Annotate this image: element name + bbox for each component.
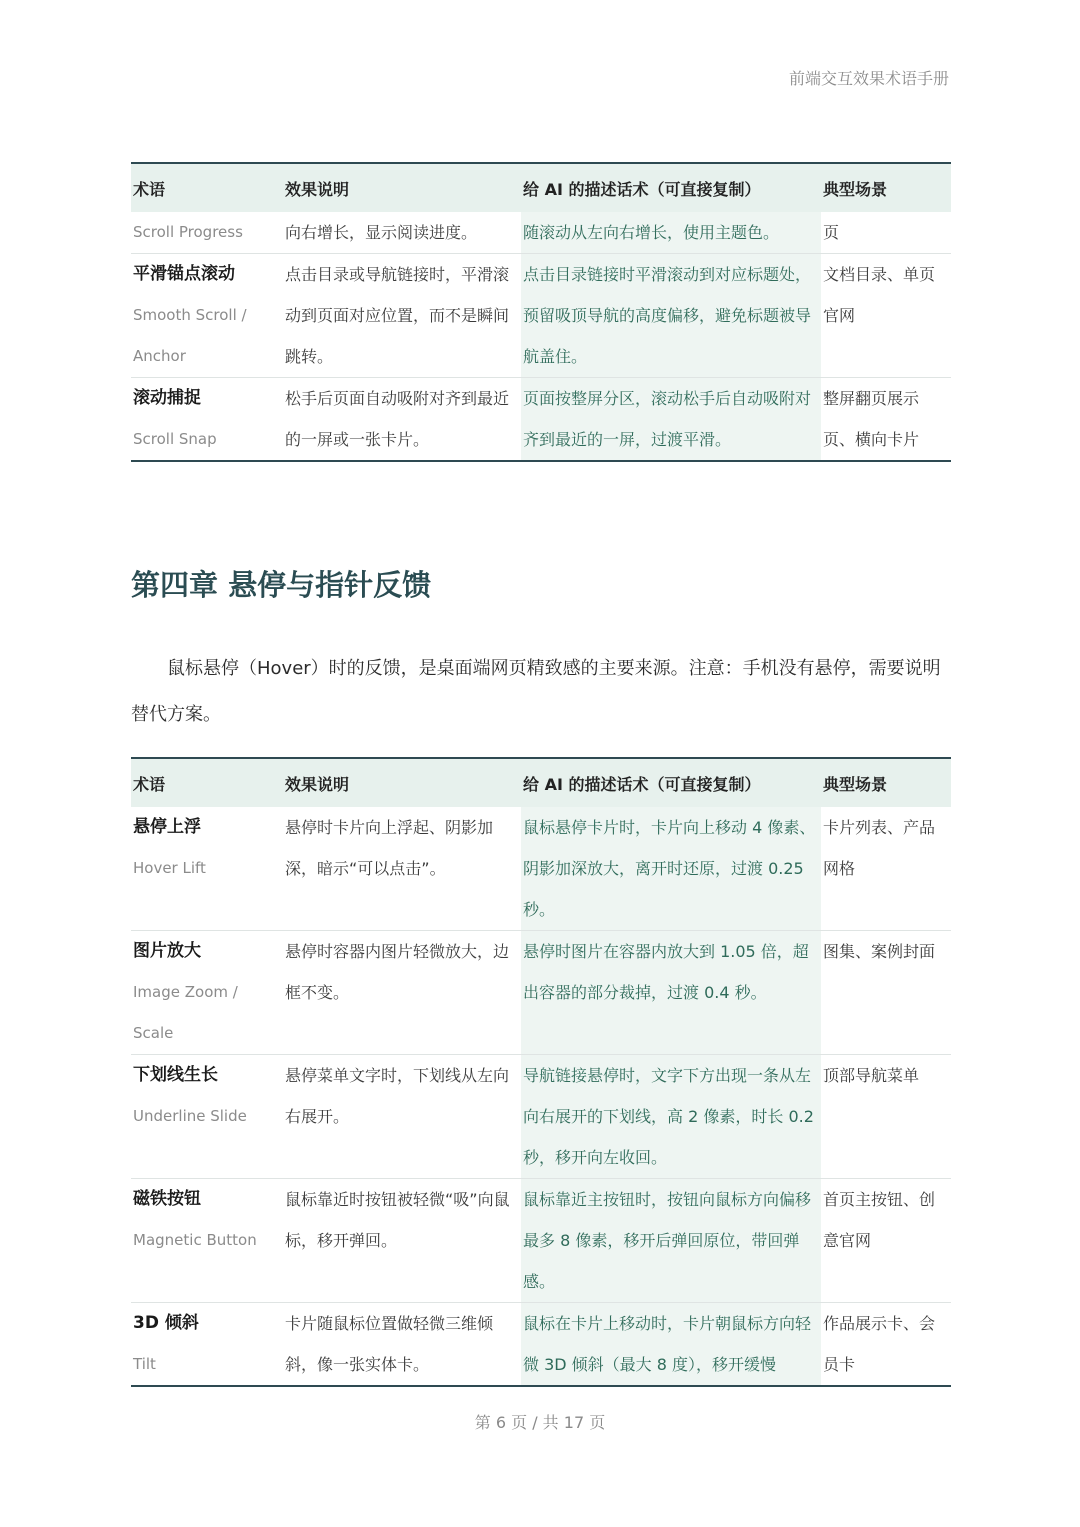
term-chinese: 图片放大 [133, 941, 201, 961]
prompt-cell: 页面按整屏分区，滚动松手后自动吸附对齐到最近的一屏，过渡平滑。 [521, 378, 821, 462]
table-body [131, 212, 951, 461]
term-cell [131, 254, 283, 378]
prompt-cell: 鼠标在卡片上移动时，卡片朝鼠标方向轻微 3D 倾斜（最大 8 度），移开缓慢 [521, 1303, 821, 1387]
effect-cell: 悬停菜单文字时，下划线从左向右展开。 [283, 1055, 521, 1179]
term-chinese: 滚动捕捉 [133, 388, 201, 408]
term-cell [131, 212, 283, 254]
term-cell [131, 1055, 283, 1179]
term-english: Magnetic Button [133, 1231, 257, 1249]
prompt-cell: 鼠标悬停卡片时，卡片向上移动 4 像素、阴影加深放大，离开时还原，过渡 0.25 秒。 [521, 807, 821, 931]
header-prompt: 给 AI 的描述话术（可直接复制） [521, 758, 821, 807]
effect-cell: 向右增长，显示阅读进度。 [285, 223, 478, 242]
table-row [131, 212, 951, 254]
term-cell [131, 1303, 283, 1387]
term-chinese: 磁铁按钮 [133, 1189, 201, 1209]
term-english: Smooth Scroll / [133, 306, 247, 324]
terms-table-hover [131, 757, 951, 1387]
scene-cell: 图集、案例封面 [821, 931, 951, 1055]
table-row [131, 254, 951, 378]
scene-cell: 整屏翻页展示页、横向卡片 [821, 378, 951, 462]
running-header: 前端交互效果术语手册 [788, 69, 949, 88]
term-english: Tilt [133, 1355, 156, 1373]
effect-cell: 卡片随鼠标位置做轻微三维倾斜，像一张实体卡。 [283, 1303, 521, 1387]
header-scene: 典型场景 [821, 163, 951, 212]
term-chinese: 平滑锚点滚动 [133, 264, 235, 284]
effect-cell: 鼠标靠近时按钮被轻微“吸”向鼠标，移开弹回。 [283, 1179, 521, 1303]
header-term: 术语 [131, 163, 283, 212]
effect-cell: 悬停时卡片向上浮起、阴影加深，暗示“可以点击”。 [285, 818, 494, 878]
term-english: Hover Lift [133, 859, 206, 877]
prompt-cell: 导航链接悬停时，文字下方出现一条从左向右展开的下划线，高 2 像素，时长 0.2 秒，移开向左收回。 [521, 1055, 821, 1179]
table-row [131, 378, 951, 462]
table-header-row [131, 163, 951, 212]
scene-cell: 首页主按钮、创意官网 [821, 1179, 951, 1303]
prompt-cell: 点击目录链接时平滑滚动到对应标题处，预留吸顶导航的高度偏移，避免标题被导航盖住。 [521, 254, 821, 378]
header-term: 术语 [131, 758, 283, 807]
term-english: Underline Slide [133, 1107, 247, 1125]
effect-cell: 松手后页面自动吸附对齐到最近的一屏或一张卡片。 [283, 378, 521, 462]
chapter-intro: 鼠标悬停（Hover）时的反馈，是桌面端网页精致感的主要来源。注意：手机没有悬停，需要说明替代方案。 [131, 658, 941, 725]
table-body [131, 807, 951, 1386]
term-cell [131, 807, 283, 931]
term-chinese: 悬停上浮 [133, 817, 201, 837]
prompt-cell: 悬停时图片在容器内放大到 1.05 倍，超出容器的部分裁掉，过渡 0.4 秒。 [521, 931, 821, 1055]
table-header-row [131, 758, 951, 807]
term-cell [131, 931, 283, 1055]
table-row [131, 807, 951, 931]
terms-table-scroll [131, 162, 951, 462]
effect-cell: 悬停时容器内图片轻微放大，边框不变。 [283, 931, 521, 1055]
page-footer: 第 6 页 / 共 17 页 [474, 1413, 606, 1432]
scene-cell: 页 [823, 223, 840, 242]
scene-cell: 作品展示卡、会员卡 [821, 1303, 951, 1387]
scene-cell: 顶部导航菜单 [821, 1055, 951, 1179]
header-prompt: 给 AI 的描述话术（可直接复制） [521, 163, 821, 212]
term-english: Anchor [133, 347, 186, 365]
term-cell [131, 1179, 283, 1303]
header-scene: 典型场景 [821, 758, 951, 807]
table-row [131, 1055, 951, 1179]
table-row [131, 931, 951, 1055]
effect-cell: 点击目录或导航链接时，平滑滚动到页面对应位置，而不是瞬间跳转。 [283, 254, 521, 378]
scene-cell: 卡片列表、产品网格 [823, 818, 936, 878]
term-english: Scroll Snap [133, 430, 217, 448]
term-english: Image Zoom / Scale [133, 983, 238, 1042]
term-chinese: 3D 倾斜 [133, 1313, 199, 1333]
table-row [131, 1303, 951, 1387]
header-effect: 效果说明 [283, 758, 521, 807]
scene-cell: 文档目录、单页官网 [821, 254, 951, 378]
term-english: Scroll Progress [133, 223, 243, 241]
table-row [131, 1179, 951, 1303]
prompt-cell: 鼠标靠近主按钮时，按钮向鼠标方向偏移最多 8 像素，移开后弹回原位，带回弹感。 [521, 1179, 821, 1303]
header-effect: 效果说明 [283, 163, 521, 212]
term-cell [131, 378, 283, 462]
chapter-title: 第四章 悬停与指针反馈 [131, 568, 432, 602]
term-chinese: 下划线生长 [133, 1065, 218, 1085]
prompt-cell: 随滚动从左向右增长，使用主题色。 [521, 212, 821, 254]
